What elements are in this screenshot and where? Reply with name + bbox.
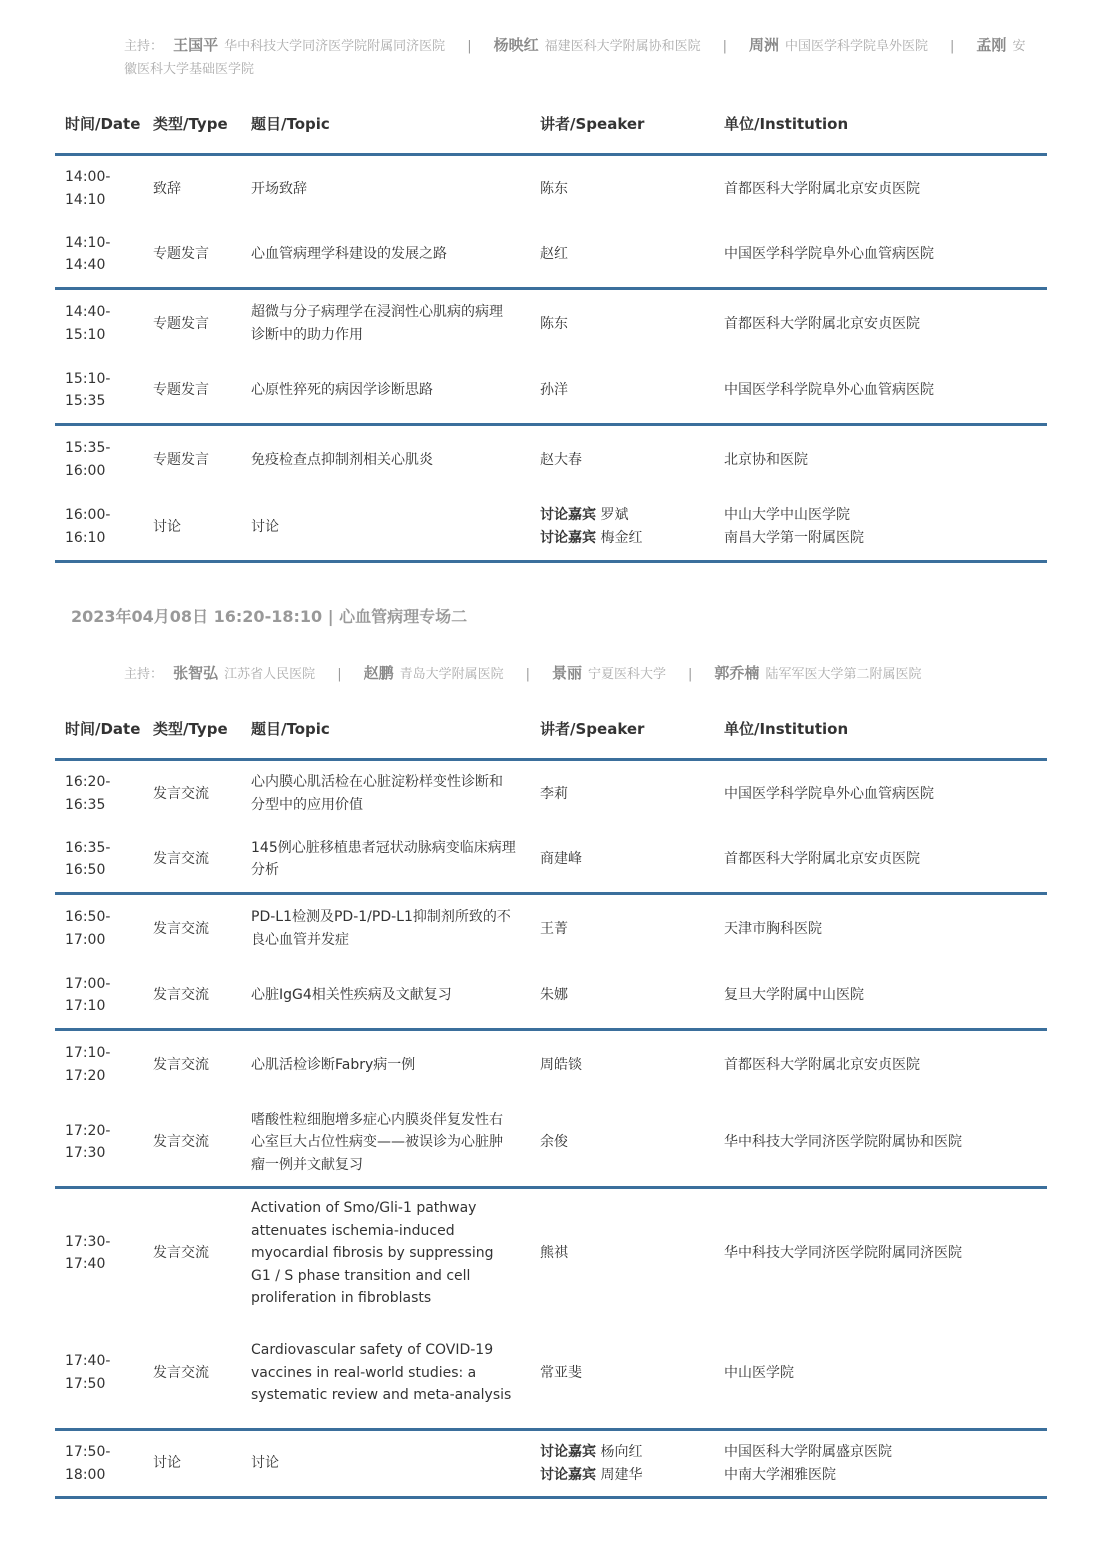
topic-cell [241,760,530,827]
table-row [55,425,1047,494]
institution-name: 华中科技大学同济医学院附属协和医院 [724,1134,962,1150]
speaker-name: 周皓锬 [540,1056,582,1073]
institution-name: 首都医科大学附属北京安贞医院 [724,315,920,332]
host-institution: 江苏省人民医院 [224,667,316,682]
institution-name: 南昌大学第一附属医院 [724,529,864,546]
talk-topic: Cardiovascular safety of COVID-19 vaccines in real-world studies: a systematic review and meta-analysis [251,1342,512,1403]
discussant-name: 梅金红 [600,529,643,546]
host-entry [552,664,667,682]
speaker-name: 常亚斐 [540,1364,582,1381]
session-type: 发言交流 [153,785,209,802]
institution-name: 复旦大学附属中山医院 [724,987,864,1003]
host-separator: | [467,39,472,54]
session-type: 致辞 [153,180,181,197]
talk-topic: 超微与分子病理学在浸润性心肌病的病理诊断中的助力作用 [251,304,503,343]
institution-cell [714,894,1047,963]
topic-cell [241,289,530,358]
speaker-cell [530,1188,714,1318]
time-range: 17:40- 17:50 [65,1353,111,1392]
time-cell [55,963,143,1030]
session2-hosts [124,662,1034,686]
type-cell [143,894,241,963]
time-cell [55,425,143,494]
session-type: 发言交流 [153,1134,209,1150]
discussant [540,504,714,527]
institution-cell [714,1318,1047,1430]
time-cell [55,155,143,222]
speaker-cell [530,963,714,1030]
time-range: 17:00- 17:10 [65,975,111,1015]
table-row [55,827,1047,894]
table-row [55,1188,1047,1318]
speaker-name: 朱娜 [540,987,568,1003]
session-type: 讨论 [153,1455,181,1472]
time-cell [55,1430,143,1498]
talk-topic: 免疫检查点抑制剂相关心肌炎 [251,451,433,468]
table-row [55,494,1047,562]
institution-cell [714,827,1047,894]
speaker-cell [530,827,714,894]
type-cell [143,760,241,827]
host-institution: 宁夏医科大学 [588,667,667,682]
time-cell [55,289,143,358]
session-type: 发言交流 [153,1364,209,1381]
table-row [55,222,1047,289]
discussant [540,1441,714,1464]
session-type: 专题发言 [153,315,209,332]
time-range: 17:20- 17:30 [65,1122,111,1162]
discussant [540,527,714,550]
institution-name: 首都医科大学附属北京安贞医院 [724,180,920,197]
host-separator: | [950,39,955,54]
discussant-institution [724,527,1047,550]
speaker-cell [530,1099,714,1188]
discussant-name: 杨向红 [600,1444,643,1460]
header-topic: 题目/Topic [241,698,530,760]
institution-name: 中国医学科学院阜外心血管病医院 [724,785,934,802]
institution-cell [714,289,1047,358]
host-institution: 中国医学科学院阜外医院 [785,39,929,54]
topic-cell [241,1188,530,1318]
institution-cell [714,1030,1047,1099]
header-topic: 题目/Topic [241,93,530,155]
institution-cell [714,760,1047,827]
talk-topic: 心脏IgG4相关性疾病及文献复习 [251,987,452,1003]
topic-cell [241,222,530,289]
talk-topic: 心肌活检诊断Fabry病一例 [251,1056,416,1073]
discussant-name: 罗斌 [600,507,629,524]
discussant-label: 讨论嘉宾 [540,529,596,546]
header-speaker: 讲者/Speaker [530,93,714,155]
topic-cell [241,425,530,494]
speaker-name: 熊祺 [540,1245,568,1261]
time-cell [55,1030,143,1099]
time-cell [55,494,143,562]
institution-name: 中国医学科学院阜外心血管病医院 [724,382,934,398]
discussant-institution [724,1464,1047,1487]
discussant-institution [724,504,1047,527]
host-entry [173,36,446,54]
table-row [55,1430,1047,1498]
type-cell [143,1099,241,1188]
header-institution: 单位/Institution [714,698,1047,760]
talk-topic: 心原性猝死的病因学诊断思路 [251,382,433,398]
institution-name: 华中科技大学同济医学院附属同济医院 [724,1245,962,1261]
time-cell [55,222,143,289]
time-cell [55,358,143,425]
speaker-cell [530,222,714,289]
topic-cell [241,827,530,894]
header-time: 时间/Date [55,698,143,760]
time-range: 16:35- 16:50 [65,839,111,879]
header-time: 时间/Date [55,93,143,155]
institution-name: 中国医科大学附属盛京医院 [724,1444,892,1460]
talk-topic: 讨论 [251,518,279,535]
host-name: 孟刚 [976,36,1007,54]
host-separator: | [337,667,342,682]
host-name: 赵鹏 [363,664,394,682]
time-cell [55,894,143,963]
speaker-name: 陈东 [540,315,568,332]
discussant [540,1464,714,1487]
speaker-name: 王菁 [540,920,568,937]
time-range: 17:30- 17:40 [65,1233,111,1273]
host-institution: 福建医科大学附属协和医院 [544,39,701,54]
session-type: 讨论 [153,518,181,535]
speaker-cell [530,1030,714,1099]
table-row [55,1030,1047,1099]
talk-topic: 开场致辞 [251,180,307,197]
header-institution: 单位/Institution [714,93,1047,155]
institution-cell [714,155,1047,222]
institution-name: 首都医科大学附属北京安贞医院 [724,1056,920,1073]
host-institution: 华中科技大学同济医学院附属同济医院 [224,39,446,54]
speaker-cell [530,289,714,358]
speaker-cell [530,760,714,827]
host-name: 王国平 [173,36,219,54]
table-row [55,289,1047,358]
session-type: 专题发言 [153,246,209,262]
session2-schedule-table [55,698,1047,1499]
session1-hosts [124,34,1034,81]
host-separator: | [722,39,727,54]
institution-cell [714,963,1047,1030]
host-institution: 青岛大学附属医院 [399,667,504,682]
institution-cell [714,358,1047,425]
discussant-label: 讨论嘉宾 [540,1466,596,1483]
speaker-name: 陈东 [540,180,568,197]
talk-topic: 心血管病理学科建设的发展之路 [251,246,447,262]
session-type: 发言交流 [153,920,209,937]
topic-cell [241,1318,530,1430]
type-cell [143,222,241,289]
host-entry [714,664,922,682]
host-name: 张智弘 [173,664,219,682]
table-row [55,358,1047,425]
topic-cell [241,963,530,1030]
time-cell [55,760,143,827]
talk-topic: 讨论 [251,1455,279,1472]
header-type: 类型/Type [143,93,241,155]
type-cell [143,155,241,222]
talk-topic: PD-L1检测及PD-1/PD-L1抑制剂所致的不良心血管并发症 [251,909,511,948]
discussant-label: 讨论嘉宾 [540,1444,596,1460]
time-range: 14:40- 15:10 [65,304,111,343]
host-name: 杨映红 [493,36,539,54]
time-range: 16:50- 17:00 [65,909,111,948]
time-range: 17:50- 18:00 [65,1444,111,1483]
session2-rows [55,760,1047,1498]
speaker-name: 孙洋 [540,382,568,398]
time-range: 15:35- 16:00 [65,440,111,479]
institution-name: 天津市胸科医院 [724,920,822,937]
talk-topic: Activation of Smo/Gli-1 pathway attenuates ischemia-induced myocardial fibrosis by suppressing G1 / S phase transition and cell proliferation in fibroblasts [251,1200,494,1306]
institution-name: 中国医学科学院阜外心血管病医院 [724,246,934,262]
table-header-row [55,93,1047,155]
institution-cell [714,494,1047,562]
host-entry [493,36,701,54]
speaker-cell [530,425,714,494]
discussant-institution [724,1441,1047,1464]
topic-cell [241,358,530,425]
topic-cell [241,1030,530,1099]
institution-cell [714,1188,1047,1318]
host-institution: 陆军军医大学第二附属医院 [765,667,922,682]
table-row [55,155,1047,222]
table-row [55,963,1047,1030]
speaker-name: 赵大春 [540,451,582,468]
talk-topic: 心内膜心肌活检在心脏淀粉样变性诊断和分型中的应用价值 [251,774,503,813]
time-range: 16:20- 16:35 [65,774,111,813]
speaker-cell [530,358,714,425]
host-entry [749,36,929,54]
time-cell [55,1188,143,1318]
type-cell [143,358,241,425]
table-row [55,760,1047,827]
institution-cell [714,1099,1047,1188]
topic-cell [241,894,530,963]
speaker-name: 余俊 [540,1134,568,1150]
host-entry [363,664,504,682]
session-type: 专题发言 [153,382,209,398]
table-row [55,1099,1047,1188]
host-label: 主持： [124,39,164,54]
topic-cell [241,1430,530,1498]
time-range: 14:00- 14:10 [65,169,111,208]
time-range: 17:10- 17:20 [65,1045,111,1084]
speaker-name: 商建峰 [540,851,582,867]
host-entry [173,664,316,682]
time-cell [55,827,143,894]
table-row [55,1318,1047,1430]
host-institution: 安徽医科大学基础医学院 [124,39,1026,77]
type-cell [143,1430,241,1498]
session-type: 发言交流 [153,987,209,1003]
speaker-cell [530,494,714,562]
time-cell [55,1318,143,1430]
institution-name: 中山大学中山医学院 [724,507,850,524]
table-header-row [55,698,1047,760]
session2-title: 2023年04月08日 16:20-18:10 | 心血管病理专场二 [71,607,468,626]
discussant-label: 讨论嘉宾 [540,507,596,524]
institution-cell [714,1430,1047,1498]
host-label: 主持： [124,667,164,682]
host-name: 周洲 [749,36,780,54]
institution-name: 中南大学湘雅医院 [724,1466,836,1483]
type-cell [143,1318,241,1430]
institution-name: 北京协和医院 [724,451,808,468]
topic-cell [241,494,530,562]
institution-name: 首都医科大学附属北京安贞医院 [724,851,920,867]
time-range: 15:10- 15:35 [65,370,111,410]
topic-cell [241,155,530,222]
host-name: 郭乔楠 [714,664,760,682]
type-cell [143,425,241,494]
institution-cell [714,425,1047,494]
talk-topic: 145例心脏移植患者冠状动脉病变临床病理分析 [251,839,516,879]
host-separator: | [525,667,530,682]
type-cell [143,963,241,1030]
topic-cell [241,1099,530,1188]
speaker-cell [530,1430,714,1498]
session1-rows [55,155,1047,562]
speaker-cell [530,894,714,963]
speaker-name: 赵红 [540,246,568,262]
type-cell [143,289,241,358]
type-cell [143,1030,241,1099]
time-range: 16:00- 16:10 [65,507,111,546]
time-cell [55,1099,143,1188]
session-type: 发言交流 [153,1056,209,1073]
table-row [55,894,1047,963]
speaker-cell [530,155,714,222]
institution-cell [714,222,1047,289]
discussant-name: 周建华 [600,1466,643,1483]
session-type: 发言交流 [153,851,209,867]
header-speaker: 讲者/Speaker [530,698,714,760]
institution-name: 中山医学院 [724,1364,794,1381]
type-cell [143,1188,241,1318]
host-name: 景丽 [552,664,583,682]
session-type: 发言交流 [153,1245,209,1261]
header-type: 类型/Type [143,698,241,760]
type-cell [143,827,241,894]
type-cell [143,494,241,562]
talk-topic: 嗜酸性粒细胞增多症心内膜炎伴复发性右心室巨大占位性病变——被误诊为心脏肿瘤一例并文献复习 [251,1111,503,1173]
host-separator: | [688,667,693,682]
speaker-name: 李莉 [540,785,568,802]
time-range: 14:10- 14:40 [65,234,111,274]
speaker-cell [530,1318,714,1430]
session1-schedule-table [55,93,1047,563]
session-type: 专题发言 [153,451,209,468]
